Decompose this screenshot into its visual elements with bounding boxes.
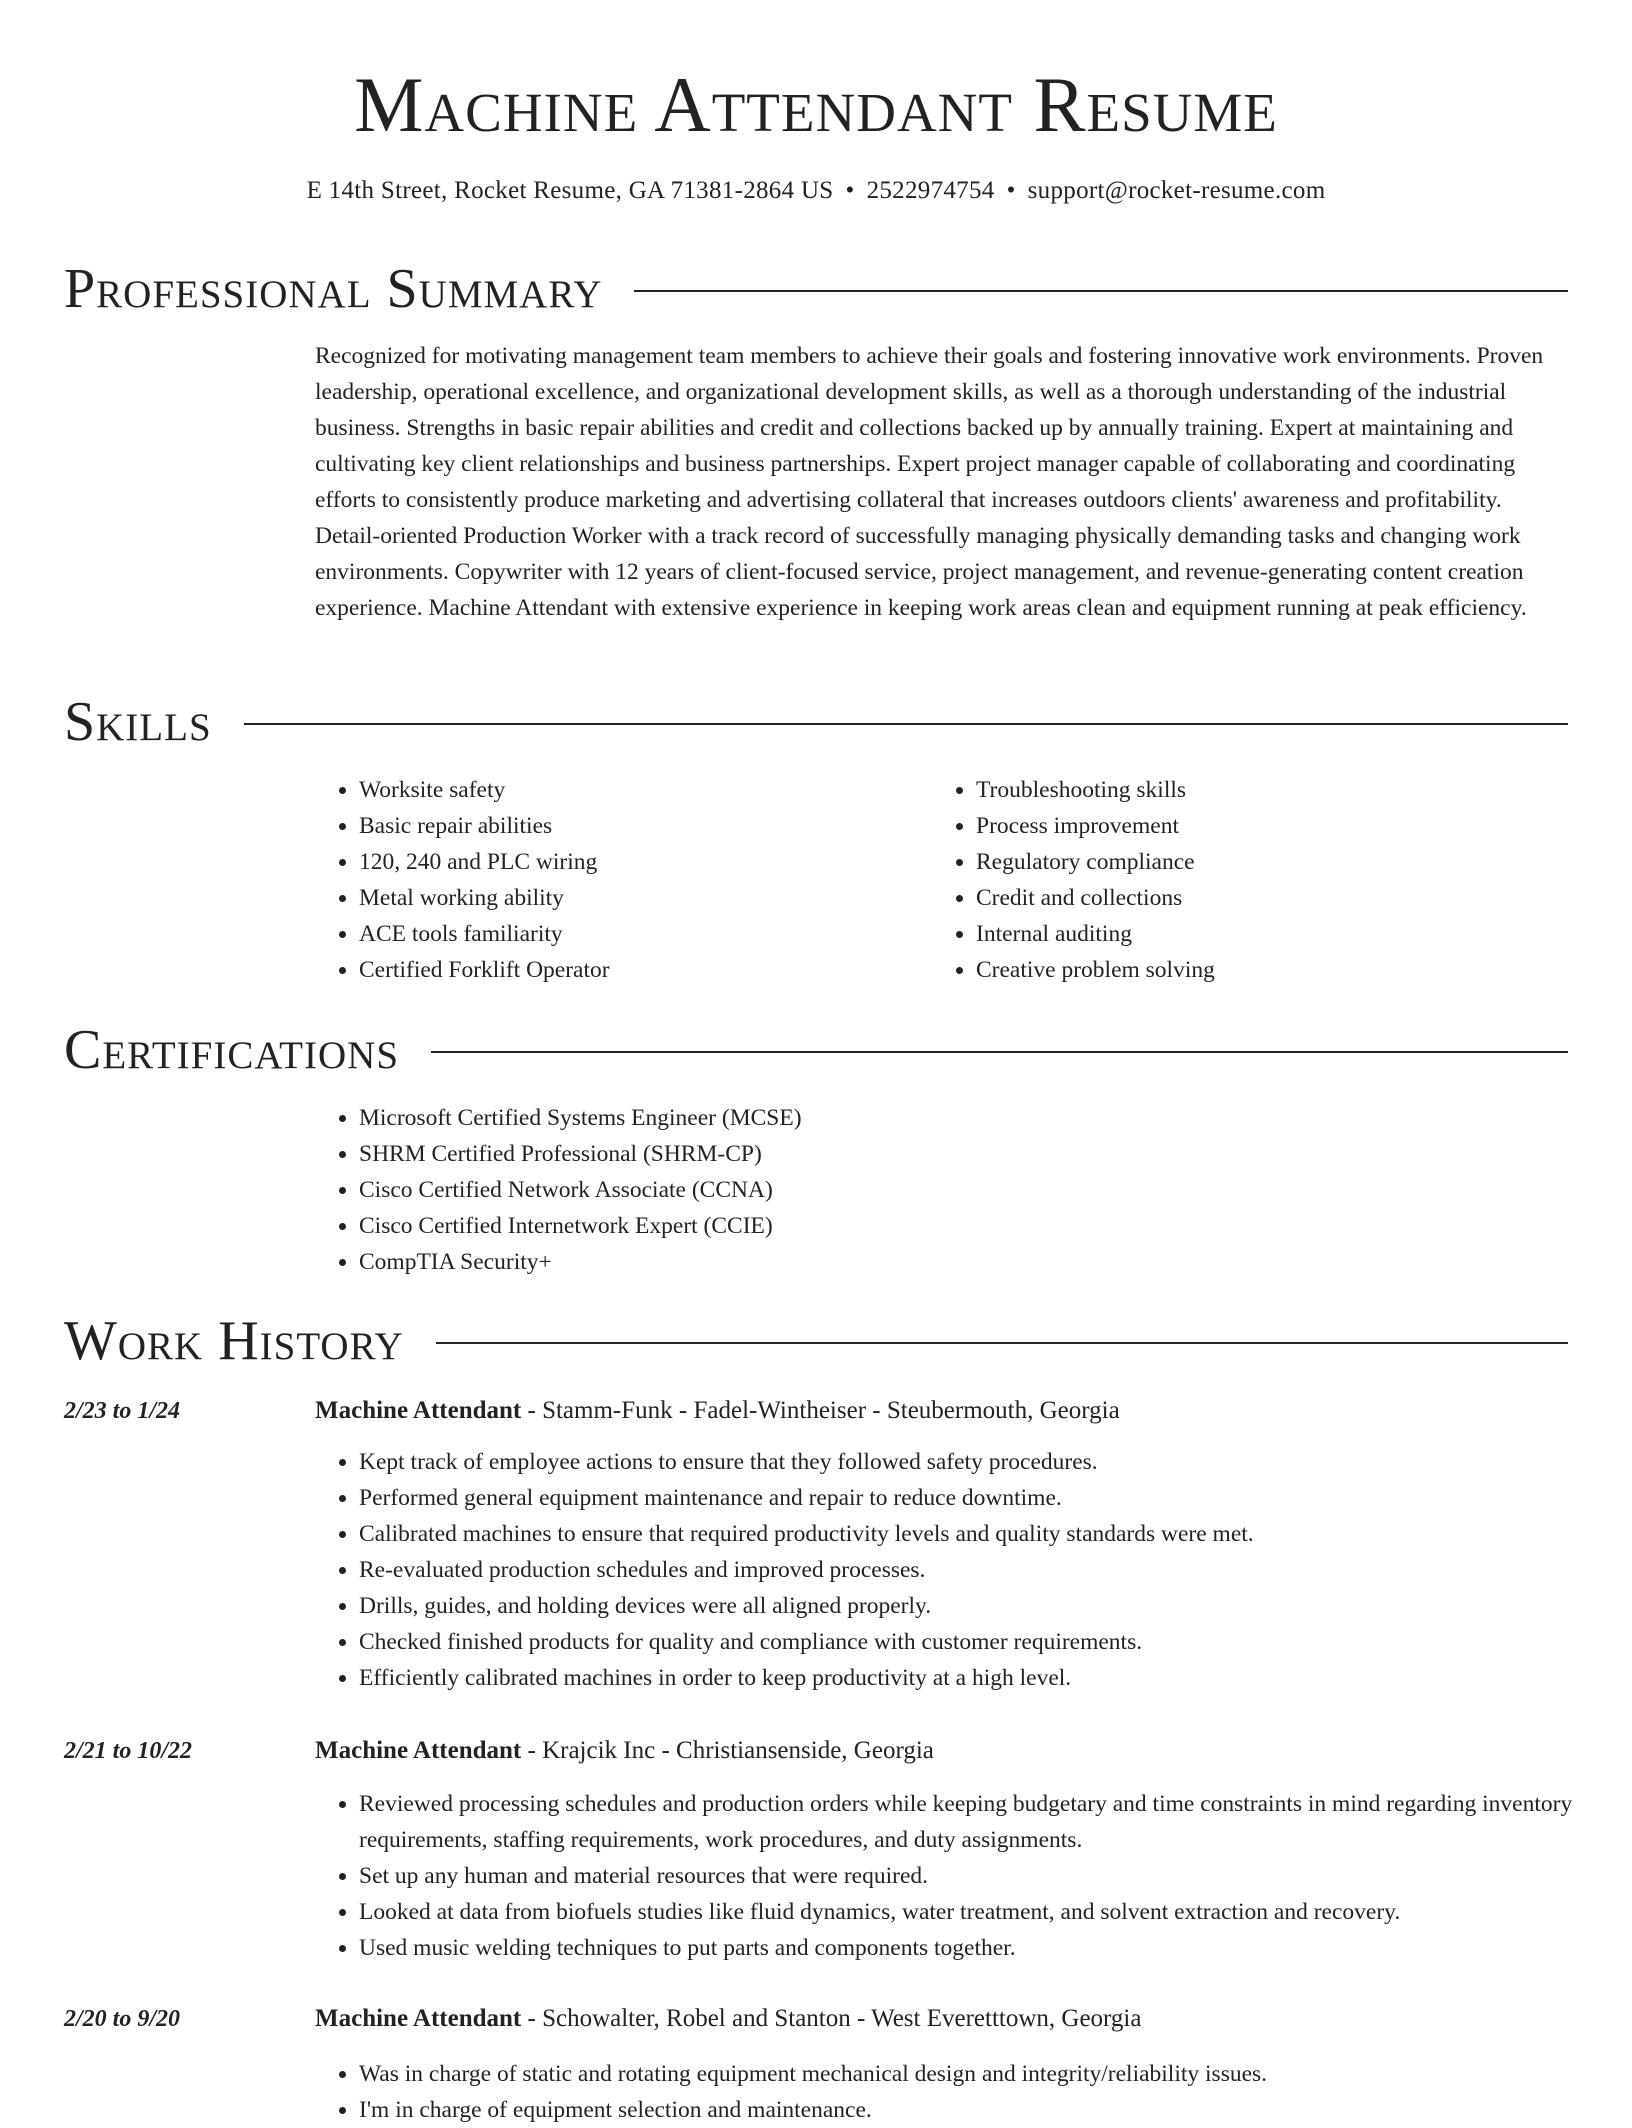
certification-item: • Cisco Certified Network Associate (CCNA) (359, 1172, 1559, 1208)
job-role: Machine Attendant (315, 2005, 522, 2032)
job-role: Machine Attendant (315, 1397, 522, 1424)
work-history-section-header (64, 1308, 1568, 1374)
job-details: - Stamm-Funk - Fadel-Wintheiser - Steubermouth, Georgia (521, 1397, 1120, 1424)
skill-item: • Process improvement (976, 808, 1576, 844)
job-bullet: • Kept track of employee actions to ensure that they followed safety procedures. (359, 1444, 1613, 1480)
job-bullet: • Calibrated machines to ensure that required productivity levels and quality standards were met. (359, 1516, 1613, 1552)
job-role: Machine Attendant (315, 1737, 522, 1764)
skill-item: • Certified Forklift Operator (359, 952, 919, 988)
section-divider (634, 290, 1568, 292)
certification-item: • Microsoft Certified Systems Engineer (MCSE) (359, 1100, 1559, 1136)
contact-separator: • (845, 177, 855, 204)
skill-item: • Regulatory compliance (976, 844, 1576, 880)
resume-title: Machine Attendant Resume (354, 61, 1278, 148)
work-history-heading: Work History (64, 1310, 404, 1372)
job-bullets (315, 1444, 1613, 1696)
job-bullet: • Efficiently calibrated machines in order to keep productivity at a high level. (359, 1660, 1613, 1696)
skills-list-left (315, 772, 919, 988)
skill-item: • Worksite safety (359, 772, 919, 808)
certifications-list (315, 1100, 1559, 1280)
job-bullets (315, 1786, 1613, 1966)
contact-phone: 2522974754 (866, 177, 995, 204)
certification-item: • SHRM Certified Professional (SHRM-CP) (359, 1136, 1559, 1172)
skills-section-header (64, 689, 1568, 755)
contact-line (0, 174, 1632, 208)
job-date: 2/21 to 10/22 (64, 1738, 193, 1764)
section-divider (436, 1342, 1568, 1344)
skills-list-right (932, 772, 1576, 988)
job-details: - Krajcik Inc - Christiansenside, Georgia (521, 1737, 934, 1764)
section-divider (244, 723, 1568, 725)
section-divider (431, 1051, 1568, 1053)
job-bullet: • Re-evaluated production schedules and improved processes. (359, 1552, 1613, 1588)
job-date: 2/23 to 1/24 (64, 1398, 181, 1424)
job-date: 2/20 to 9/20 (64, 2006, 181, 2032)
job-bullet: • I'm in charge of equipment selection and maintenance. (359, 2092, 1613, 2128)
job-details: - Schowalter, Robel and Stanton - West Everetttown, Georgia (521, 2005, 1142, 2032)
job-bullet: • Checked finished products for quality and compliance with customer requirements. (359, 1624, 1613, 1660)
job-bullet: • Drills, guides, and holding devices were all aligned properly. (359, 1588, 1613, 1624)
contact-address: E 14th Street, Rocket Resume, GA 71381-2864 US (306, 177, 834, 204)
job-bullet: • Performed general equipment maintenance and repair to reduce downtime. (359, 1480, 1613, 1516)
certifications-section-header (64, 1017, 1568, 1083)
summary-text: Recognized for motivating management team members to achieve their goals and fostering innovative work environments. Proven leadership, operational excellence, and organizational development skills, as well as a thorough understanding of the industrial business. Strengths in basic repair abilities and credit and collections backed up by annually training. Expert at maintaining and cultivating key client relationships and business partnerships. Expert project manager capable of collaborating and coordinating efforts to consistently produce marketing and advertising collateral that increases outdoors clients' awareness and profitability. Detail-oriented Production Worker with a track record of successfully managing physically demanding tasks and changing work environments. Copywriter with 12 years of client-focused service, project management, and revenue-generating content creation experience. Machine Attendant with extensive experience in keeping work areas clean and equipment running at peak efficiency. (315, 343, 1544, 621)
skill-item: • Internal auditing (976, 916, 1576, 952)
skill-item: • 120, 240 and PLC wiring (359, 844, 919, 880)
job-title-line (315, 1733, 1569, 1769)
certification-item: • CompTIA Security+ (359, 1244, 1559, 1280)
skill-item: • Metal working ability (359, 880, 919, 916)
job-bullet: • Looked at data from biofuels studies like fluid dynamics, water treatment, and solvent extraction and recovery. (359, 1894, 1613, 1930)
skill-item: • Creative problem solving (976, 952, 1576, 988)
contact-email: support@rocket-resume.com (1027, 177, 1326, 204)
skill-item: • ACE tools familiarity (359, 916, 919, 952)
skills-heading: Skills (64, 691, 212, 753)
job-bullet: • Was in charge of static and rotating equipment mechanical design and integrity/reliability issues. (359, 2056, 1613, 2092)
summary-heading: Professional Summary (64, 258, 603, 320)
job-title-line (315, 1393, 1569, 1429)
job-bullet: • Set up any human and material resources that were required. (359, 1858, 1613, 1894)
contact-separator: • (1006, 177, 1016, 204)
skill-item: • Credit and collections (976, 880, 1576, 916)
certification-item: • Cisco Certified Internetwork Expert (CCIE) (359, 1208, 1559, 1244)
skill-item: • Basic repair abilities (359, 808, 919, 844)
job-bullet: • Reviewed processing schedules and production orders while keeping budgetary and time constraints in mind regarding inventory requirements, staffing requirements, work procedures, and duty assignments. (359, 1786, 1613, 1858)
certifications-heading: Certifications (64, 1019, 400, 1081)
job-bullets (315, 2056, 1613, 2128)
job-bullet: • Used music welding techniques to put parts and components together. (359, 1930, 1613, 1966)
summary-section-header (64, 256, 1568, 322)
job-title-line (315, 2001, 1569, 2037)
skill-item: • Troubleshooting skills (976, 772, 1576, 808)
